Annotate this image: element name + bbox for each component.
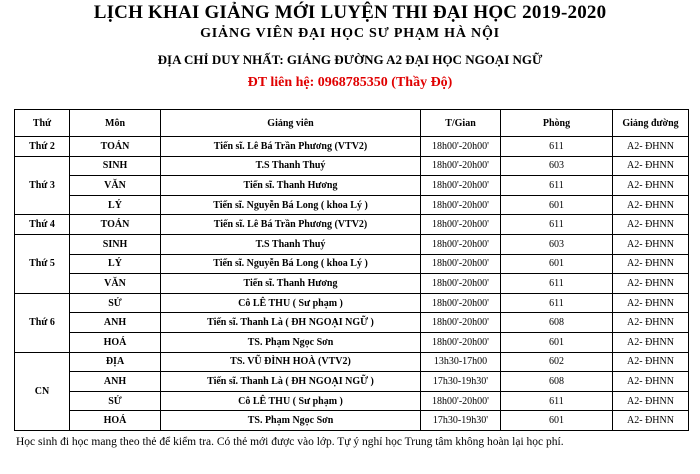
column-header-room: Phòng (501, 110, 613, 137)
table-row (15, 156, 689, 176)
table-row (15, 176, 689, 196)
table-row (15, 293, 689, 313)
time-cell: 18h00'-20h00' (421, 137, 501, 157)
subject-cell: LÝ (70, 254, 161, 274)
teacher-cell: Tiến sĩ. Thanh Là ( ĐH NGOẠI NGỮ ) (161, 372, 421, 392)
room-cell: 611 (501, 293, 613, 313)
table-row (15, 372, 689, 392)
time-cell: 18h00'-20h00' (421, 254, 501, 274)
subject-cell: ĐỊA (70, 352, 161, 372)
room-cell: 601 (501, 254, 613, 274)
time-cell: 18h00'-20h00' (421, 293, 501, 313)
schedule-table (14, 109, 689, 431)
room-cell: 608 (501, 313, 613, 333)
table-row (15, 137, 689, 157)
teacher-cell: T.S Thanh Thuý (161, 156, 421, 176)
hall-cell: A2- ĐHNN (613, 195, 689, 215)
time-cell: 18h00'-20h00' (421, 156, 501, 176)
table-row (15, 332, 689, 352)
day-cell: Thứ 2 (15, 137, 70, 157)
column-header-hall: Giảng đường (613, 110, 689, 137)
contact-line: ĐT liên hệ: 0968785350 (Thầy Độ) (247, 75, 453, 90)
day-cell: Thứ 5 (15, 234, 70, 293)
hall-cell: A2- ĐHNN (613, 176, 689, 196)
footer-note: Học sinh đi học mang theo thẻ để kiểm tra. Có thẻ mới được vào lớp. Tự ý nghỉ học Trung tâm không hoàn lại học phí. (16, 436, 564, 448)
hall-cell: A2- ĐHNN (613, 254, 689, 274)
teacher-cell: Tiến sĩ. Thanh Hương (161, 274, 421, 294)
day-cell: Thứ 4 (15, 215, 70, 235)
time-cell: 18h00'-20h00' (421, 234, 501, 254)
table-row (15, 391, 689, 411)
table-row (15, 411, 689, 431)
table-row (15, 313, 689, 333)
teacher-cell: Tiến sĩ. Nguyễn Bá Long ( khoa Lý ) (161, 254, 421, 274)
teacher-cell: Tiến sĩ. Thanh Hương (161, 176, 421, 196)
time-cell: 18h00'-20h00' (421, 313, 501, 333)
time-cell: 13h30-17h00 (421, 352, 501, 372)
hall-cell: A2- ĐHNN (613, 156, 689, 176)
room-cell: 602 (501, 352, 613, 372)
time-cell: 18h00'-20h00' (421, 215, 501, 235)
column-header-time: T/Gian (421, 110, 501, 137)
time-cell: 18h00'-20h00' (421, 274, 501, 294)
room-cell: 601 (501, 411, 613, 431)
address-line: ĐỊA CHỈ DUY NHẤT: GIẢNG ĐƯỜNG A2 ĐẠI HỌC NGOẠI NGỮ (157, 52, 543, 67)
teacher-cell: Tiến sĩ. Thanh Là ( ĐH NGOẠI NGỮ ) (161, 313, 421, 333)
subject-cell: ANH (70, 372, 161, 392)
room-cell: 611 (501, 274, 613, 294)
teacher-cell: Tiến sĩ. Lê Bá Trần Phương (VTV2) (161, 215, 421, 235)
column-header-teacher: Giảng viên (161, 110, 421, 137)
room-cell: 603 (501, 156, 613, 176)
hall-cell: A2- ĐHNN (613, 313, 689, 333)
table-row (15, 254, 689, 274)
hall-cell: A2- ĐHNN (613, 215, 689, 235)
room-cell: 608 (501, 372, 613, 392)
subject-cell: TOÁN (70, 215, 161, 235)
day-cell: CN (15, 352, 70, 430)
teacher-cell: Tiến sĩ. Lê Bá Trần Phương (VTV2) (161, 137, 421, 157)
subject-cell: SỬ (70, 293, 161, 313)
teacher-cell: Cô LÊ THU ( Sư phạm ) (161, 391, 421, 411)
room-cell: 611 (501, 137, 613, 157)
hall-cell: A2- ĐHNN (613, 411, 689, 431)
table-row (15, 352, 689, 372)
table-header-row (15, 110, 689, 137)
page-subtitle: GIẢNG VIÊN ĐẠI HỌC SƯ PHẠM HÀ NỘI (200, 26, 500, 41)
page-title: LỊCH KHAI GIẢNG MỚI LUYỆN THI ĐẠI HỌC 2019-2020 (93, 2, 607, 23)
subject-cell: VĂN (70, 176, 161, 196)
room-cell: 601 (501, 332, 613, 352)
teacher-cell: T.S Thanh Thuý (161, 234, 421, 254)
subject-cell: SINH (70, 234, 161, 254)
room-cell: 603 (501, 234, 613, 254)
subject-cell: SINH (70, 156, 161, 176)
subject-cell: TOÁN (70, 137, 161, 157)
teacher-cell: TS. VŨ ĐÌNH HOÀ (VTV2) (161, 352, 421, 372)
column-header-day: Thứ (15, 110, 70, 137)
time-cell: 18h00'-20h00' (421, 391, 501, 411)
room-cell: 601 (501, 195, 613, 215)
room-cell: 611 (501, 176, 613, 196)
table-row (15, 274, 689, 294)
room-cell: 611 (501, 215, 613, 235)
hall-cell: A2- ĐHNN (613, 352, 689, 372)
subject-cell: SỬ (70, 391, 161, 411)
time-cell: 18h00'-20h00' (421, 176, 501, 196)
table-row (15, 234, 689, 254)
time-cell: 18h00'-20h00' (421, 332, 501, 352)
day-cell: Thứ 6 (15, 293, 70, 352)
teacher-cell: Tiến sĩ. Nguyễn Bá Long ( khoa Lý ) (161, 195, 421, 215)
hall-cell: A2- ĐHNN (613, 332, 689, 352)
time-cell: 17h30-19h30' (421, 372, 501, 392)
hall-cell: A2- ĐHNN (613, 372, 689, 392)
teacher-cell: TS. Phạm Ngọc Sơn (161, 332, 421, 352)
teacher-cell: TS. Phạm Ngọc Sơn (161, 411, 421, 431)
subject-cell: HOÁ (70, 332, 161, 352)
table-row (15, 215, 689, 235)
day-cell: Thứ 3 (15, 156, 70, 215)
time-cell: 17h30-19h30' (421, 411, 501, 431)
schedule-body (15, 137, 689, 431)
hall-cell: A2- ĐHNN (613, 274, 689, 294)
time-cell: 18h00'-20h00' (421, 195, 501, 215)
subject-cell: HOÁ (70, 411, 161, 431)
teacher-cell: Cô LÊ THU ( Sư phạm ) (161, 293, 421, 313)
subject-cell: LÝ (70, 195, 161, 215)
hall-cell: A2- ĐHNN (613, 234, 689, 254)
table-row (15, 195, 689, 215)
hall-cell: A2- ĐHNN (613, 293, 689, 313)
column-header-subject: Môn (70, 110, 161, 137)
hall-cell: A2- ĐHNN (613, 391, 689, 411)
subject-cell: VĂN (70, 274, 161, 294)
subject-cell: ANH (70, 313, 161, 333)
room-cell: 611 (501, 391, 613, 411)
hall-cell: A2- ĐHNN (613, 137, 689, 157)
